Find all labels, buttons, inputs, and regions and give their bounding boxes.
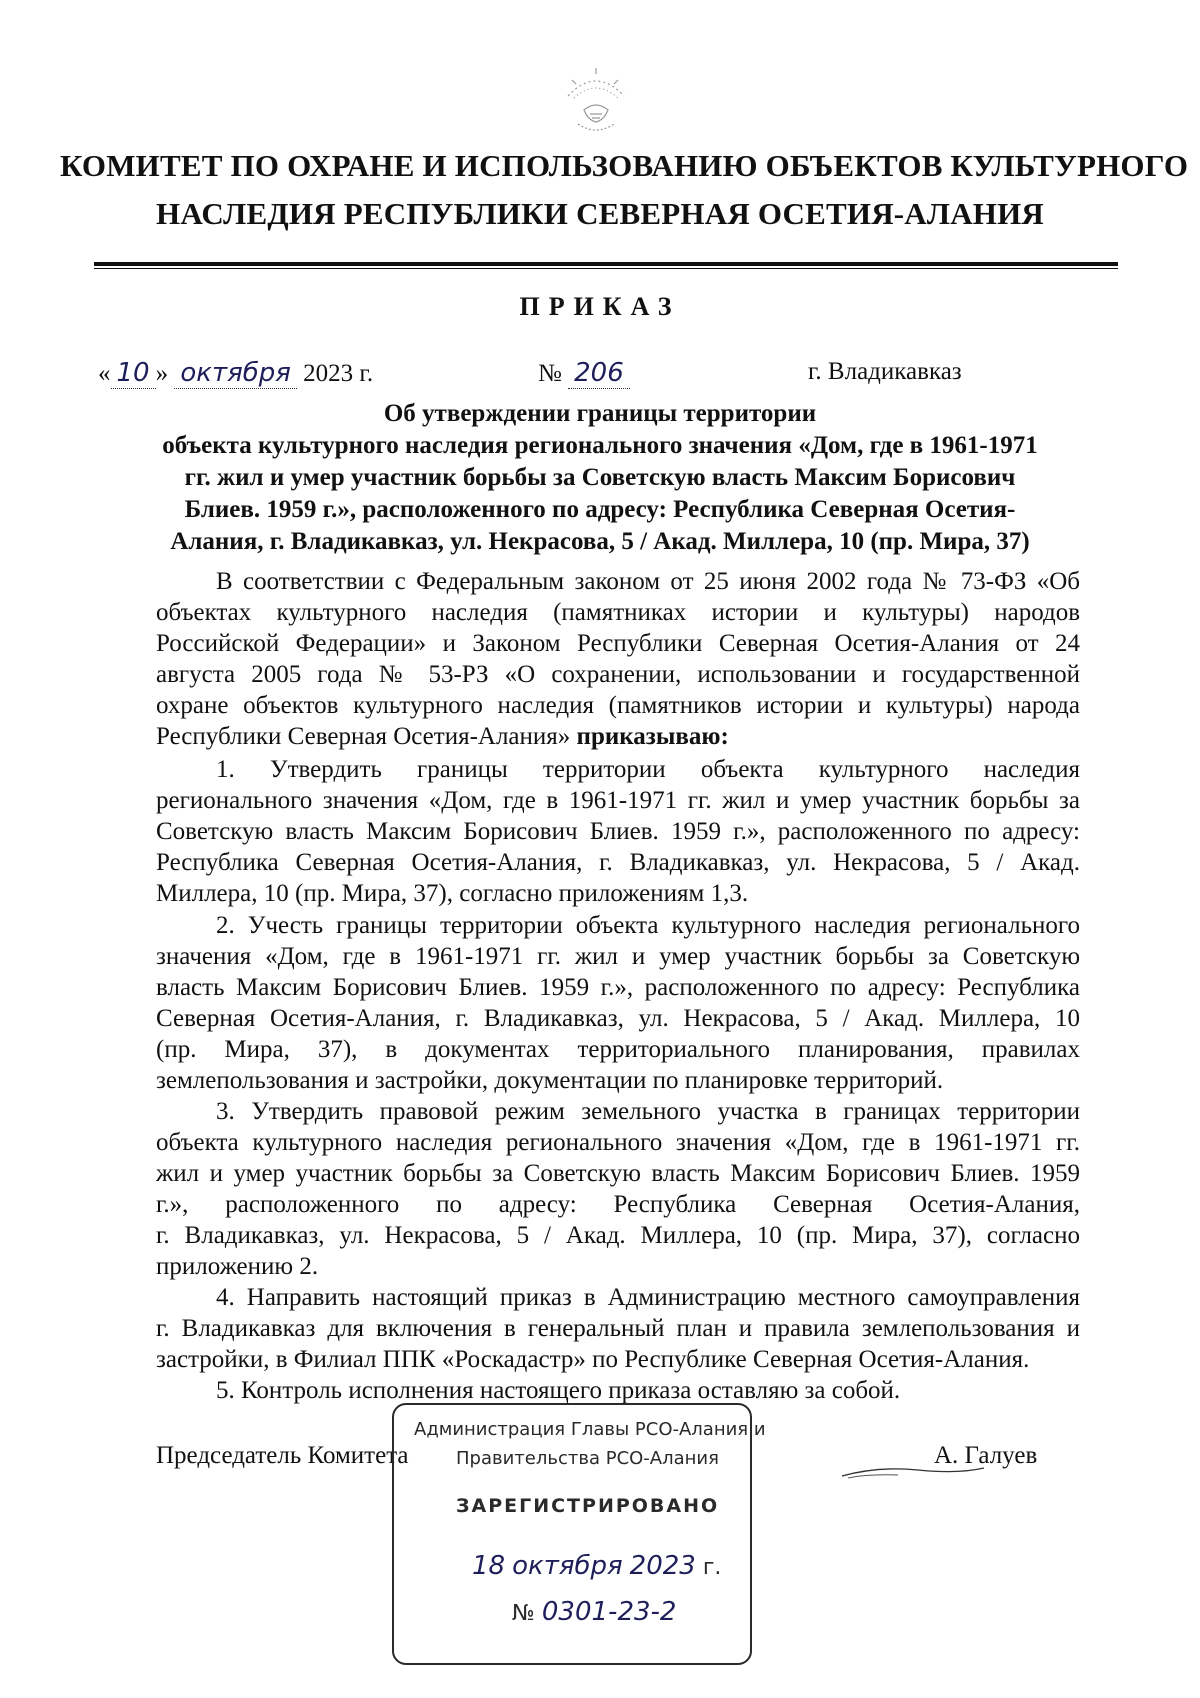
preamble-text: Республики Северная Осетия-Алания»: [156, 723, 571, 750]
date-quote-close: »: [155, 360, 169, 387]
item-line: 5. Контроль исполнения настоящего приказа оставляю за собой.: [216, 1377, 901, 1404]
stamp-line-1: Администрация Главы РСО-Алания и: [414, 1419, 766, 1440]
title-line: гг. жил и умер участник борьбы за Советскую власть Максим Борисович: [184, 464, 1016, 491]
signer-position: Председатель Комитета: [156, 1442, 409, 1469]
preamble-last-line: [156, 721, 1080, 752]
item-line: 1. Утвердить границы территории объекта культурного наследия: [216, 756, 1080, 783]
preamble-line: В соответствии с Федеральным законом от 25 июня 2002 года № 73-ФЗ «Об: [216, 568, 1080, 595]
item-line: застройки, в Филиал ППК «Роскадастр» по Республике Северная Осетия-Алания.: [156, 1346, 1030, 1373]
date-year: 2023 г.: [303, 360, 374, 387]
item-line: Республика Северная Осетия-Алания, г. Владикавказ, ул. Некрасова, 5 / Акад.: [156, 849, 1080, 876]
number-value: 206: [568, 358, 630, 389]
signer-name: А. Галуев: [934, 1442, 1038, 1469]
title-line: объекта культурного наследия регионального значения «Дом, где в 1961-1971: [162, 432, 1038, 459]
number-prefix: №: [538, 360, 562, 387]
date-month: октября: [174, 358, 297, 389]
header-line-2: НАСЛЕДИЯ РЕСПУБЛИКИ СЕВЕРНАЯ ОСЕТИЯ-АЛАНИЯ: [156, 196, 1044, 231]
order-item-4: [156, 1282, 1080, 1375]
order-item-3: [156, 1096, 1080, 1282]
item-line: г. Владикавказ, ул. Некрасова, 5 / Акад. Миллера, 10 (пр. Мира, 37), согласно: [156, 1222, 1080, 1249]
preamble-emphasis: приказываю:: [576, 723, 729, 750]
item-line: значения «Дом, где в 1961-1971 гг. жил и умер участник борьбы за Советскую: [156, 943, 1080, 970]
date-quote-open: «: [98, 360, 111, 387]
preamble-line: охране объектов культурного наследия (памятников истории и культуры) народа: [156, 692, 1080, 719]
stamp-line-2: Правительства РСО-Алания: [456, 1448, 719, 1469]
preamble-line: августа 2005 года № 53-РЗ «О сохранении, использовании и государственной: [156, 661, 1080, 688]
item-line: 4. Направить настоящий приказ в Администрацию местного самоуправления: [216, 1284, 1080, 1311]
title-line: Блиев. 1959 г.», расположенного по адресу: Республика Северная Осетия-: [184, 496, 1016, 523]
item-line: объекта культурного наследия регионального значения «Дом, где в 1961-1971 гг.: [156, 1129, 1080, 1156]
item-line: 2. Учесть границы территории объекта культурного наследия регионального: [216, 912, 1080, 939]
title-line: Об утверждении границы территории: [383, 400, 817, 427]
preamble-line: объектах культурного наследия (памятниках истории и культуры) народов: [156, 599, 1080, 626]
order-city: г. Владикавказ: [808, 358, 962, 385]
item-line: Советскую власть Максим Борисович Блиев. 1959 г.», расположенного по адресу:: [156, 818, 1080, 845]
item-line: (пр. Мира, 37), в документах территориального планирования, правилах: [156, 1036, 1080, 1063]
item-line: власть Максим Борисович Блиев. 1959 г.», расположенного по адресу: Республика: [156, 974, 1080, 1001]
title-line: Алания, г. Владикавказ, ул. Некрасова, 5 / Акад. Миллера, 10 (пр. Мира, 37): [170, 528, 1030, 555]
item-line: 3. Утвердить правовой режим земельного участка в границах территории: [216, 1098, 1080, 1125]
document-type: ПРИКАЗ: [519, 292, 681, 321]
stamp-date-day: 18: [472, 1551, 506, 1581]
date-day: 10: [111, 358, 156, 389]
preamble-line: Российской Федерации» и Законом Республики Северная Осетия-Алания от 24: [156, 630, 1080, 657]
item-line: Миллера, 10 (пр. Мира, 37), согласно приложениям 1,3.: [156, 880, 749, 907]
item-line: Северная Осетия-Алания, г. Владикавказ, ул. Некрасова, 5 / Акад. Миллера, 10: [156, 1005, 1080, 1032]
item-line: регионального значения «Дом, где в 1961-1971 гг. жил и умер участник борьбы за: [156, 787, 1080, 814]
header-divider-thin: [94, 268, 1118, 269]
header-divider: [94, 262, 1118, 266]
stamp-registered: ЗАРЕГИСТРИРОВАНО: [456, 1495, 720, 1517]
order-item-1: [156, 754, 1080, 909]
stamp-date-year: 2023: [629, 1551, 696, 1581]
stamp-number-value: 0301-23-2: [541, 1597, 677, 1627]
item-line: г.», расположенного по адресу: Республика Северная Осетия-Алания,: [156, 1191, 1080, 1218]
order-item-2: [156, 910, 1080, 1096]
order-number: [538, 358, 630, 388]
item-line: землепользования и застройки, документации по планировке территорий.: [156, 1067, 944, 1094]
stamp-number: [512, 1597, 676, 1627]
header-line-1: КОМИТЕТ ПО ОХРАНЕ И ИСПОЛЬЗОВАНИЮ ОБЪЕКТОВ КУЛЬТУРНОГО: [60, 148, 1189, 183]
item-line: приложению 2.: [156, 1253, 319, 1280]
preamble: [156, 566, 1080, 752]
item-line: жил и умер участник борьбы за Советскую власть Максим Борисович Блиев. 1959: [156, 1160, 1080, 1187]
registration-stamp: [392, 1403, 766, 1665]
handwritten-signature: [838, 1448, 988, 1488]
item-line: г. Владикавказ для включения в генеральный план и правила землепользования и: [156, 1315, 1080, 1342]
stamp-number-prefix: №: [512, 1601, 535, 1626]
coat-of-arms-emblem: [548, 58, 644, 142]
stamp-year-suffix: г.: [702, 1555, 722, 1580]
order-title: [130, 398, 1070, 558]
order-item-5: [156, 1375, 1080, 1406]
stamp-date: [472, 1551, 721, 1581]
stamp-date-month: октября: [512, 1551, 623, 1581]
order-date: [98, 358, 373, 388]
